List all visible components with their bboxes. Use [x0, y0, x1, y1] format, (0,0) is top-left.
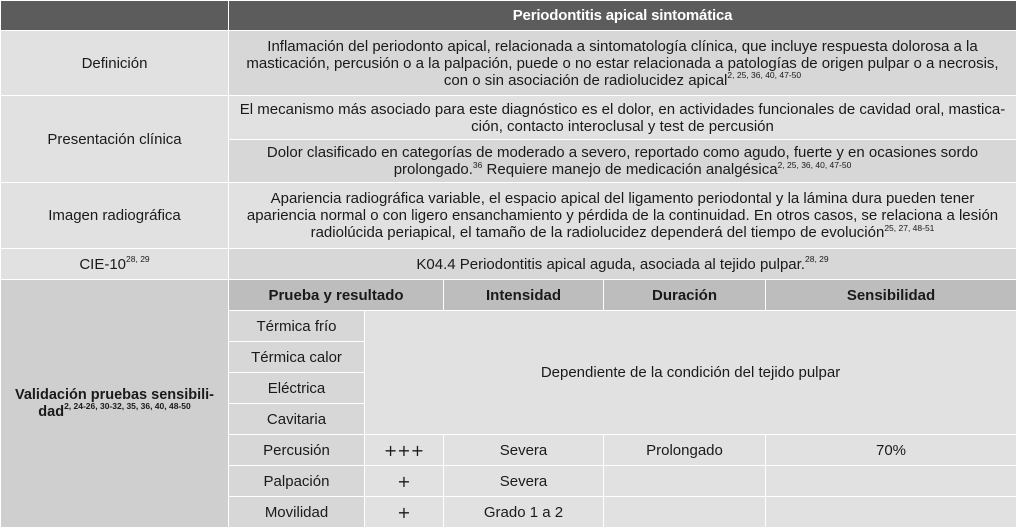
cie-label-refs: 28, 29 — [126, 254, 150, 264]
definicion-cell — [229, 31, 1016, 96]
presentacion-row-1 — [1, 96, 1016, 140]
cie-label-cell — [1, 249, 229, 280]
test-duration — [604, 466, 766, 497]
validacion-label: Validación pruebas sensibili-dad — [15, 387, 214, 420]
column-header-sensitivity: Sensibilidad — [766, 280, 1016, 311]
column-header-intensity: Intensidad — [444, 280, 604, 311]
presentacion-cell-2 — [229, 140, 1016, 183]
cie-cell — [229, 249, 1016, 280]
test-name: Térmica calor — [229, 342, 365, 373]
validacion-label-cell — [1, 280, 229, 528]
test-name: Palpación — [229, 466, 365, 497]
test-name: Percusión — [229, 435, 365, 466]
cie-text: K04.4 Periodontitis apical aguda, asociada al tejido pulpar. — [416, 256, 805, 273]
test-sensitivity — [766, 497, 1016, 528]
test-name: Movilidad — [229, 497, 365, 528]
test-sensitivity — [766, 466, 1016, 497]
header-row — [1, 1, 1016, 31]
imagen-text: Apariencia radiográfica variable, el espacio apical del ligamento periodontal y la lámina dura pueden tener apariencia normal o con ligero ensanchamiento y pérdida de la continuidad. En otros casos, se relaciona a lesión radiolúcida periapical, el tamaño de la radiolucidez dependerá del tiempo de evolución — [247, 190, 998, 241]
presentacion-refs-2a: 36 — [473, 160, 482, 170]
definicion-row — [1, 31, 1016, 96]
test-intensity: Grado 1 a 2 — [444, 497, 604, 528]
imagen-label: Imagen radiográfica — [1, 183, 229, 249]
test-name: Eléctrica — [229, 373, 365, 404]
test-sensitivity: 70% — [766, 435, 1016, 466]
validation-header-row — [1, 280, 1016, 311]
column-header-duration: Duración — [604, 280, 766, 311]
imagen-row — [1, 183, 1016, 249]
test-result: + — [365, 466, 444, 497]
test-duration — [604, 497, 766, 528]
test-result: + — [365, 497, 444, 528]
definicion-refs: 2, 25, 36, 40, 47-50 — [727, 70, 801, 80]
imagen-cell — [229, 183, 1016, 249]
presentacion-text-1: El mecanismo más asociado para este diagnóstico es el dolor, en actividades funcionales de cavidad oral, mastica-ción, contacto interoclusal y test de percusión — [229, 96, 1016, 140]
cie-refs: 28, 29 — [805, 254, 829, 264]
cie-row — [1, 249, 1016, 280]
imagen-refs: 25, 27, 48-51 — [884, 223, 934, 233]
header-empty-cell — [1, 1, 229, 31]
test-name: Térmica frío — [229, 311, 365, 342]
dependent-note: Dependiente de la condición del tejido pulpar — [365, 311, 1016, 435]
validacion-refs: 2, 24-26, 30-32, 35, 36, 40, 48-50 — [64, 401, 191, 411]
table-title: Periodontitis apical sintomática — [229, 1, 1016, 31]
cie-label: CIE-10 — [79, 256, 126, 273]
presentacion-label: Presentación clínica — [1, 96, 229, 183]
definicion-label: Definición — [1, 31, 229, 96]
test-result: +++ — [365, 435, 444, 466]
presentacion-refs-2b: 2, 25, 36, 40, 47-50 — [778, 160, 852, 170]
test-duration: Prolongado — [604, 435, 766, 466]
column-header-test: Prueba y resultado — [229, 280, 444, 311]
definicion-text: Inflamación del periodonto apical, relacionada a sintomatología clínica, que incluye respuesta dolorosa a la masticación, percusión o a la palpación, puede o no estar relacionada a patologías de origen pulpar o a necrosis, con o sin asociación de radiolucidez apical — [246, 38, 998, 89]
test-intensity: Severa — [444, 435, 604, 466]
presentacion-text-2a: Dolor clasificado en categorías de moderado a severo, reportado como agudo, fuerte y en ocasiones sordo prolongado. — [267, 144, 978, 178]
test-intensity: Severa — [444, 466, 604, 497]
presentacion-text-2b: Requiere manejo de medicación analgésica — [482, 161, 777, 178]
test-name: Cavitaria — [229, 404, 365, 435]
